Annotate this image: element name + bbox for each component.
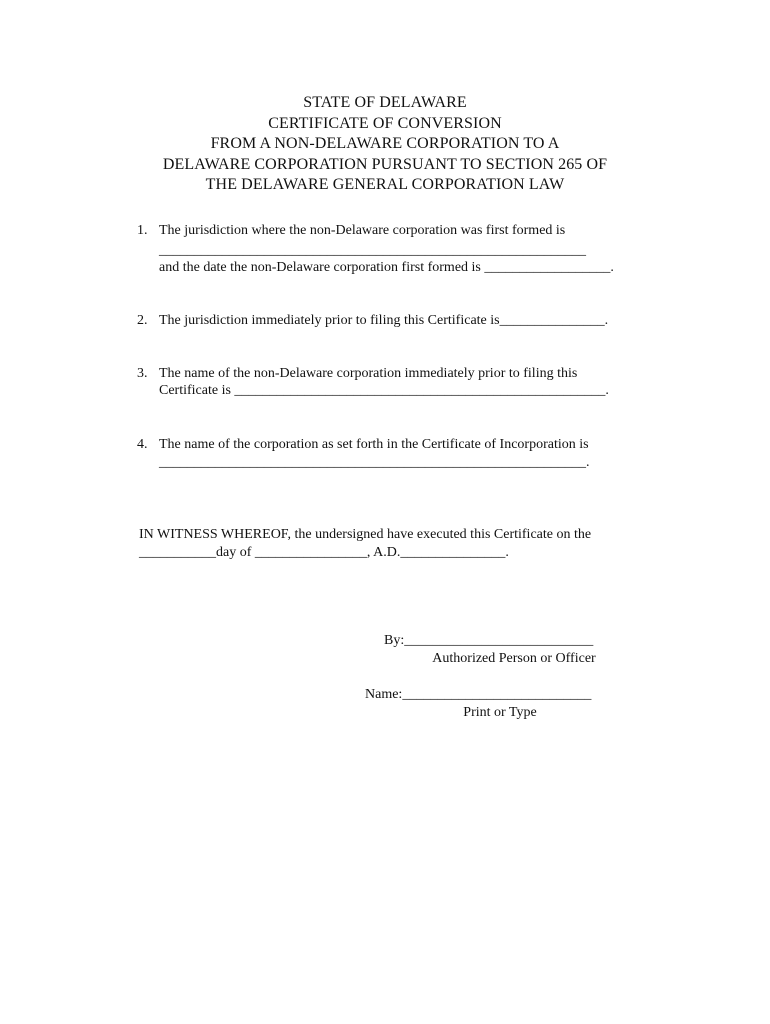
title-line-state: STATE OF DELAWARE — [303, 94, 467, 111]
item-3-line-1: The name of the non-Delaware corporation immediately prior to filing this — [159, 366, 578, 381]
item-3-line-2[interactable]: Certificate is _____________________________________________________. — [159, 383, 609, 398]
item-1-number: 1. — [137, 223, 148, 238]
item-2-number: 2. — [137, 313, 148, 328]
name-signature-line[interactable]: Name:___________________________ — [365, 687, 592, 702]
item-4-number: 4. — [137, 437, 148, 452]
by-caption: Authorized Person or Officer — [432, 651, 596, 666]
item-4-blank-line[interactable]: _____________________________________________________________. — [159, 455, 590, 470]
item-4-line-1: The name of the corporation as set forth in the Certificate of Incorporation is — [159, 437, 589, 452]
title-line-certificate: CERTIFICATE OF CONVERSION — [268, 114, 502, 132]
witness-line-2[interactable]: ___________day of ________________, A.D._______________. — [139, 545, 509, 560]
item-1-line-1: The jurisdiction where the non-Delaware corporation was first formed is — [159, 223, 566, 238]
title-line-pursuant: DELAWARE CORPORATION PURSUANT TO SECTION 265 OF — [162, 155, 608, 173]
item-1-blank-line[interactable]: _____________________________________________________________ — [159, 243, 586, 258]
item-3-number: 3. — [137, 366, 148, 381]
name-caption: Print or Type — [463, 705, 537, 720]
title-line-from: FROM A NON-DELAWARE CORPORATION TO A — [210, 135, 560, 152]
item-2-line-1[interactable]: The jurisdiction immediately prior to filing this Certificate is_______________. — [159, 313, 609, 328]
document-title — [0, 93, 770, 196]
title-line-law: THE DELAWARE GENERAL CORPORATION LAW — [205, 176, 565, 193]
by-signature-line[interactable]: By:___________________________ — [384, 633, 594, 648]
witness-line-1: IN WITNESS WHEREOF, the undersigned have executed this Certificate on the — [139, 527, 592, 542]
item-1-line-3[interactable]: and the date the non-Delaware corporation first formed is __________________. — [159, 260, 614, 275]
